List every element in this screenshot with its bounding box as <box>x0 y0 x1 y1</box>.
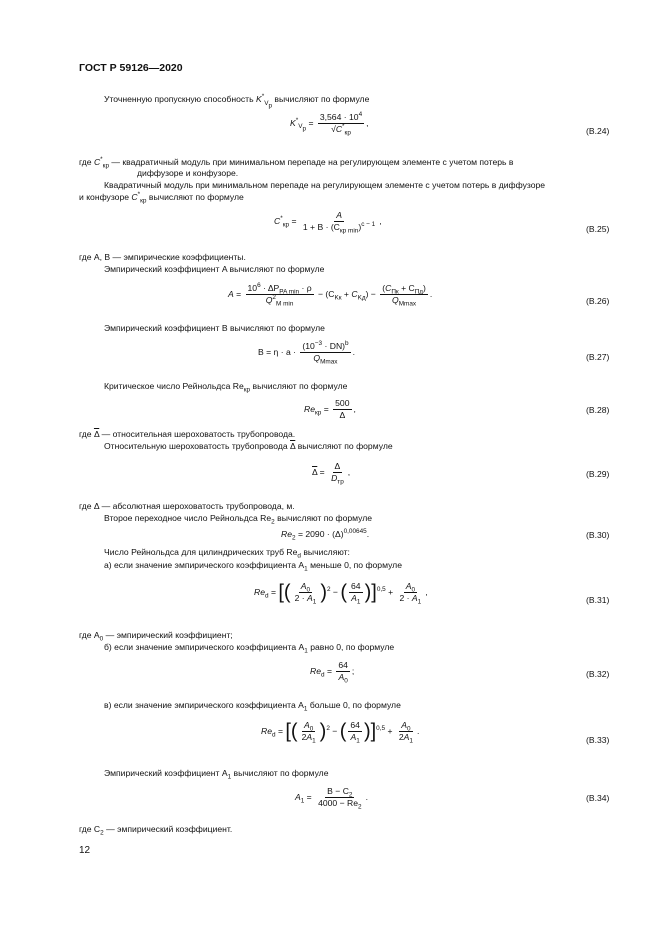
text-line: и конфузоре $C^*_{кр}$ вычисляют по формуле <box>79 191 244 205</box>
equation-number: (В.31) <box>586 595 610 605</box>
equation-number: (В.24) <box>586 126 610 136</box>
text-line: Квадратичный модуль при минимальном перепаде на регулирующем элементе с учетом потерь в диффузоре <box>104 180 546 190</box>
page-number: 12 <box>79 845 91 856</box>
text-line: Эмпирический коэффициент A вычисляют по формуле <box>104 264 325 274</box>
formula-b25: $C^*_{кр}$ = $\frac{A}{1 + B \cdot (C_{кр min})^{c - 1}}$ , <box>274 210 382 235</box>
text-line: Эмпирический коэффициент B вычисляют по формуле <box>104 323 325 333</box>
formula-b30: $Re_2 = 2090 \cdot (\Delta)^{0,00645}$. <box>281 528 370 542</box>
equation-number: (В.34) <box>586 793 610 803</box>
equation-number: (В.26) <box>586 296 610 306</box>
formula-b32: $Re_d$ = $\frac{64}{A_0}$ ; <box>310 660 355 685</box>
formula-b33: $Re_d$ = [( $\frac{A_0}{2A_1}$ )$^2$ − ( $\frac{64}{A_1}$ )]$^{0,5}$ + $\frac{A_0}{2A_1}$ . <box>261 720 420 745</box>
text-line: где A, B — эмпирические коэффициенты. <box>79 252 246 262</box>
text-line: Эмпирический коэффициент $A_1$ вычисляют по формуле <box>104 768 329 781</box>
formula-b34: $A_1$ = $\frac{B - C_2}{4000 - Re_2}$ . <box>295 786 368 811</box>
equation-number: (В.29) <box>586 469 610 479</box>
text-line: Критическое число Рейнольдса $Re_{кр}$ вычисляют по формуле <box>104 381 348 394</box>
text-line: а) если значение эмпирического коэффициента $A_1$ меньше 0, по формуле <box>104 560 402 573</box>
text-line: Уточненную пропускную способность $K^*_{V_р}$ вычисляют по формуле <box>104 93 370 109</box>
where-line: где $C_2$ — эмпирический коэффициент. <box>79 824 233 837</box>
where-line: где $A_0$ — эмпирический коэффициент; <box>79 630 233 643</box>
text-line: Относительную шероховатость трубопровода $\overline{\Delta}$ вычисляют по формуле <box>104 441 393 451</box>
text-line: Число Рейнольдса для цилиндрических труб $Re_d$ вычисляют: <box>104 547 350 560</box>
formula-b31: $Re_d$ = [( $\frac{A_0}{2 \cdot A_1}$ )$^2$ − ( $\frac{64}{A_1}$ )]$^{0,5}$ + $\frac{A_0}{2 \cdot A_1}$ , <box>254 581 428 606</box>
where-line-cont: диффузоре и конфузоре. <box>137 168 239 178</box>
where-line: где Δ — абсолютная шероховатость трубопровода, м. <box>79 501 295 511</box>
document-header: ГОСТ Р 59126—2020 <box>79 62 183 74</box>
equation-number: (В.32) <box>586 669 610 679</box>
formula-b26: A = $\frac{10^6 \cdot \Delta P_{PA min} \cdot \rho}{Q^2_{M min}}$ − $(C_{Kк} + C_{Kд})$ − $\frac{(C_{Пк} + C_{Пд})}{Q_{Mmax}}$ . <box>228 282 433 308</box>
formula-b28: $Re_{кр}$ = $\frac{500}{\Delta}$ , <box>304 398 356 420</box>
equation-number: (В.25) <box>586 224 610 234</box>
formula-b27: B = η · a · $\frac{(10^{-3} \cdot DN)^b}{Q_{Mmax}}$ . <box>258 340 355 366</box>
equation-number: (В.33) <box>586 735 610 745</box>
formula-b24: $K^*_{V_р}$ = $\frac{3,564 \cdot 10^4}{√C^*_{кр}}$ , <box>290 111 369 137</box>
text-line: б) если значение эмпирического коэффициента $A_1$ равно 0, по формуле <box>104 642 395 655</box>
equation-number: (В.27) <box>586 352 610 362</box>
text-line: в) если значение эмпирического коэффициента $A_1$ больше 0, по формуле <box>104 700 401 713</box>
equation-number: (В.30) <box>586 530 610 540</box>
equation-number: (В.28) <box>586 405 610 415</box>
where-line: где $C^*_{кр}$ — квадратичный модуль при минимальном перепаде на регулирующем элементе с учетом потерь в <box>79 156 514 170</box>
formula-b29: $\overline{\Delta}$ = $\frac{\Delta}{D_{тр}}$ , <box>312 461 351 486</box>
where-line: где $\overline{\Delta}$ — относительная шероховатость трубопровода. <box>79 429 296 439</box>
text-line: Второе переходное число Рейнольдса $Re_2$ вычисляют по формуле <box>104 513 373 526</box>
